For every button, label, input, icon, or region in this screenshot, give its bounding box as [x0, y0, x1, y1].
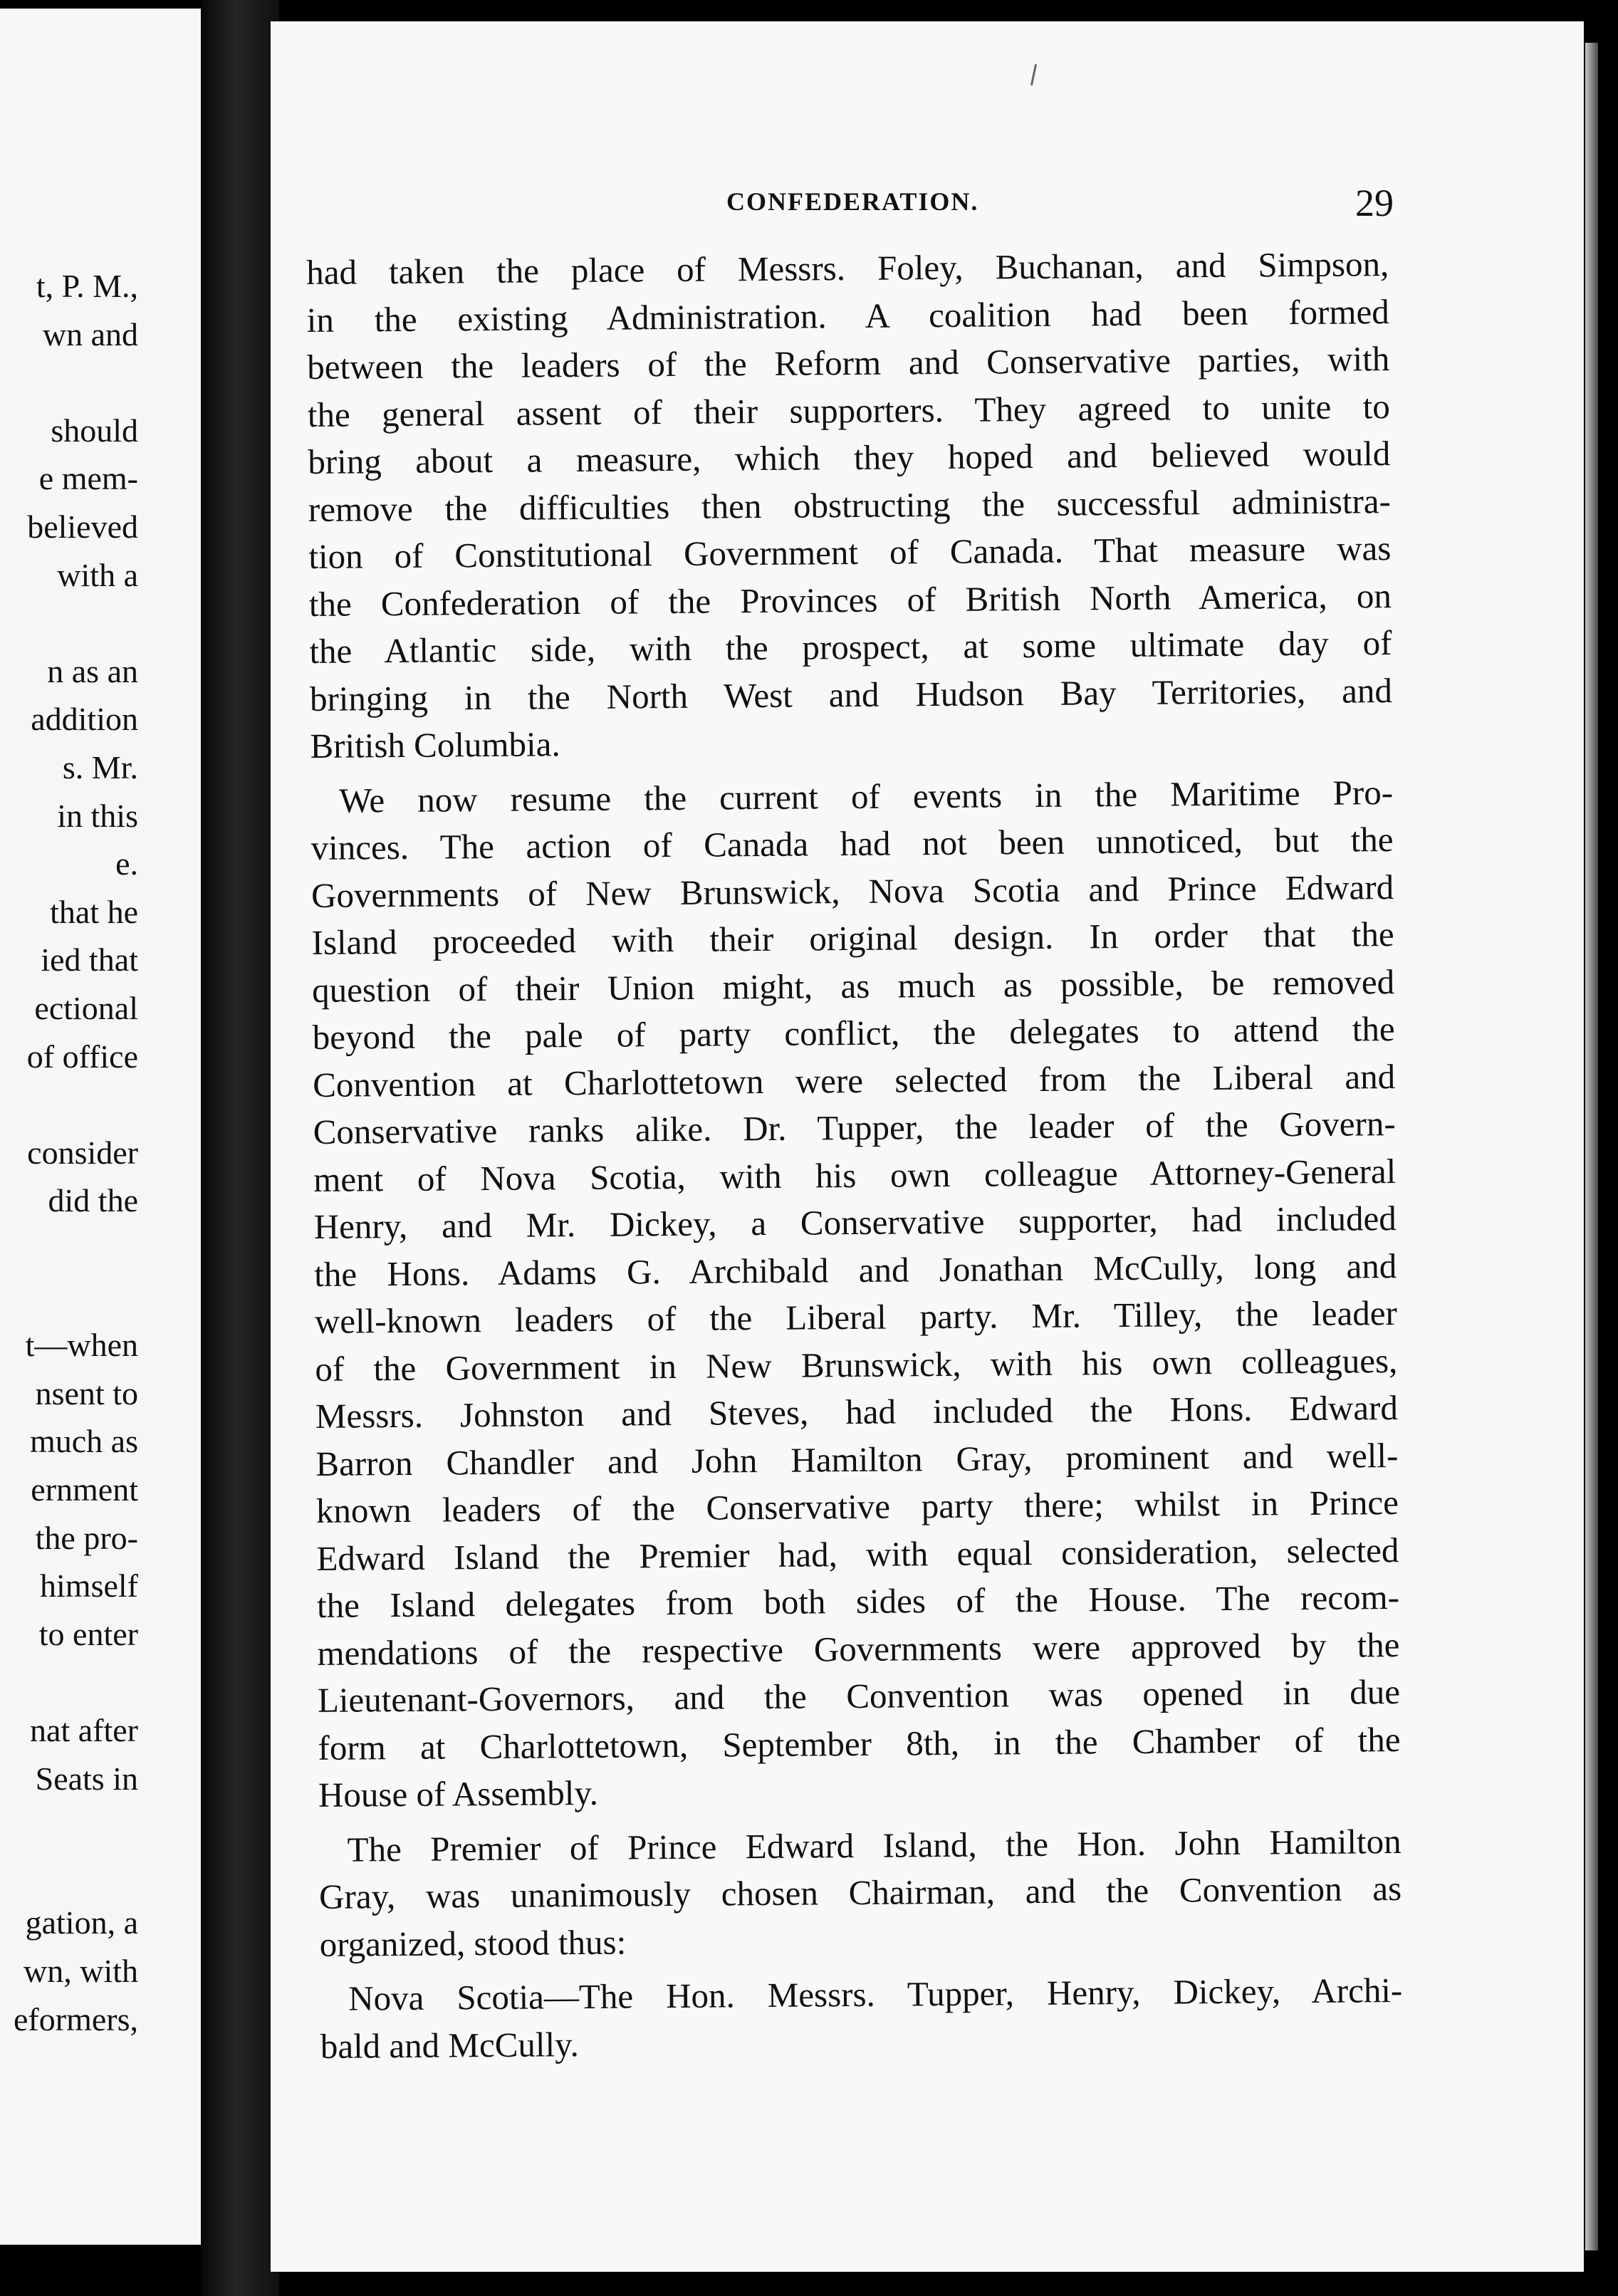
left-page-line: nsent to — [35, 1374, 138, 1411]
left-page-line: consider — [27, 1134, 138, 1171]
left-page-line: e. — [115, 845, 138, 882]
text-line: Convention at Charlottetown were selected from the Liberal and — [312, 1056, 1396, 1105]
left-page-line: of office — [26, 1038, 138, 1075]
running-head: CONFEDERATION. — [726, 187, 979, 216]
body-text — [306, 241, 1403, 2070]
text-line: known leaders of the Conservative party there; whilst in Prince — [315, 1483, 1399, 1530]
left-page-fragment — [0, 9, 201, 2245]
left-page-line: t, P. M., — [36, 268, 138, 304]
left-page-line: with a — [57, 556, 138, 593]
left-page-line: much as — [29, 1423, 138, 1460]
left-page-line: s. Mr. — [62, 749, 138, 786]
text-line: the Hons. Adams G. Archibald and Jonathan McCully, long and — [314, 1246, 1397, 1294]
text-line: remove the difficulties then obstructing the successful administra- — [308, 481, 1392, 529]
text-line: Edward Island the Premier had, with equal consideration, selected — [316, 1530, 1399, 1578]
text-line: bring about a measure, which they hoped and believed would — [308, 434, 1391, 481]
left-page-line: the pro- — [35, 1519, 138, 1556]
left-page-line: wn and — [42, 315, 138, 353]
text-line: The Premier of Prince Edward Island, the Hon. John Hamilton — [347, 1821, 1402, 1869]
left-page-line: addition — [31, 701, 138, 738]
text-line: had taken the place of Messrs. Foley, Buchanan, and Simpson, — [306, 244, 1389, 292]
text-line: Lieutenant-Governors, and the Convention was opened in due — [317, 1672, 1401, 1720]
left-page-line: gation, a — [25, 1904, 138, 1941]
text-line: of the Government in New Brunswick, with his own colleagues, — [315, 1340, 1398, 1389]
left-page-line: believed — [27, 508, 138, 545]
left-page-line: in this — [57, 797, 138, 834]
text-line: vinces. The action of Canada had not been unnoticed, but the — [310, 820, 1394, 867]
text-line: Messrs. Johnston and Steves, had included the Hons. Edward — [315, 1388, 1399, 1436]
text-line: the Confederation of the Provinces of British North America, on — [308, 575, 1392, 624]
left-page-line: t—when — [25, 1327, 138, 1364]
page-edge — [1585, 43, 1598, 2250]
text-line: the Atlantic side, with the prospect, at some ultimate day of — [309, 623, 1392, 671]
left-page-line: n as an — [47, 652, 138, 689]
text-line: organized, stood thus: — [319, 1922, 627, 1964]
left-page-line: ernment — [31, 1471, 138, 1508]
left-page-line: did the — [48, 1182, 138, 1219]
text-line: Governments of New Brunswick, Nova Scotia and Prince Edward — [310, 867, 1394, 915]
text-line: Conservative ranks alike. Dr. Tupper, the leader of the Govern- — [313, 1104, 1396, 1152]
text-line: Barron Chandler and John Hamilton Gray, prominent and well- — [315, 1435, 1399, 1483]
page-number: 29 — [1355, 182, 1394, 224]
text-line: between the leaders of the Reform and Conservative parties, with — [307, 339, 1390, 387]
text-line: Henry, and Mr. Dickey, a Conservative supporter, had included — [313, 1199, 1397, 1246]
left-page-line: ectional — [34, 990, 138, 1026]
text-line: in the existing Administration. A coalition had been formed — [306, 291, 1389, 340]
left-page-line: should — [51, 412, 138, 449]
text-line: well-known leaders of the Liberal party. Mr. Tilley, the leader — [314, 1293, 1397, 1341]
text-line: tion of Constitutional Government of Canada. That measure was — [308, 528, 1392, 576]
text-line: ment of Nova Scotia, with his own colleague Attorney-General — [313, 1151, 1397, 1199]
text-line: Nova Scotia—The Hon. Messrs. Tupper, Henry, Dickey, Archi- — [348, 1970, 1403, 2018]
left-page-line: e mem- — [38, 460, 138, 497]
text-line: form at Charlottetown, September 8th, in the Chamber of the — [318, 1719, 1401, 1768]
left-page-line: ied that — [41, 941, 138, 979]
left-page-line: Seats in — [35, 1760, 138, 1797]
text-line: the general assent of their supporters. They agreed to unite to — [307, 386, 1390, 434]
text-line: We now resume the current of events in the Maritime Pro- — [338, 772, 1394, 820]
text-line: mendations of the respective Governments were approved by the — [317, 1624, 1400, 1673]
text-line: Island proceeded with their original design. In order that the — [311, 914, 1394, 962]
left-page-line: that he — [50, 893, 138, 930]
text-line: beyond the pale of party conflict, the delegates to attend the — [312, 1009, 1395, 1057]
text-line: the Island delegates from both sides of the House. The recom- — [316, 1577, 1400, 1625]
text-line: bringing in the North West and Hudson Bay Territories, and — [309, 670, 1393, 719]
book-gutter-shadow — [201, 0, 279, 2296]
text-line: Gray, was unanimously chosen Chairman, and the Convention as — [318, 1868, 1402, 1916]
left-page-line: himself — [40, 1567, 138, 1604]
text-line: House of Assembly. — [318, 1773, 599, 1815]
text-line: bald and McCully. — [320, 2024, 579, 2066]
ink-smudge — [1030, 64, 1037, 85]
text-line: British Columbia. — [310, 724, 560, 766]
right-page — [271, 21, 1584, 2272]
text-line: question of their Union might, as much as possible, be removed — [311, 961, 1395, 1010]
left-page-line: to enter — [38, 1615, 138, 1652]
left-page-line: nat after — [30, 1712, 138, 1748]
left-page-line: eformers, — [14, 2000, 138, 2037]
left-page-line: wn, with — [24, 1953, 138, 1989]
